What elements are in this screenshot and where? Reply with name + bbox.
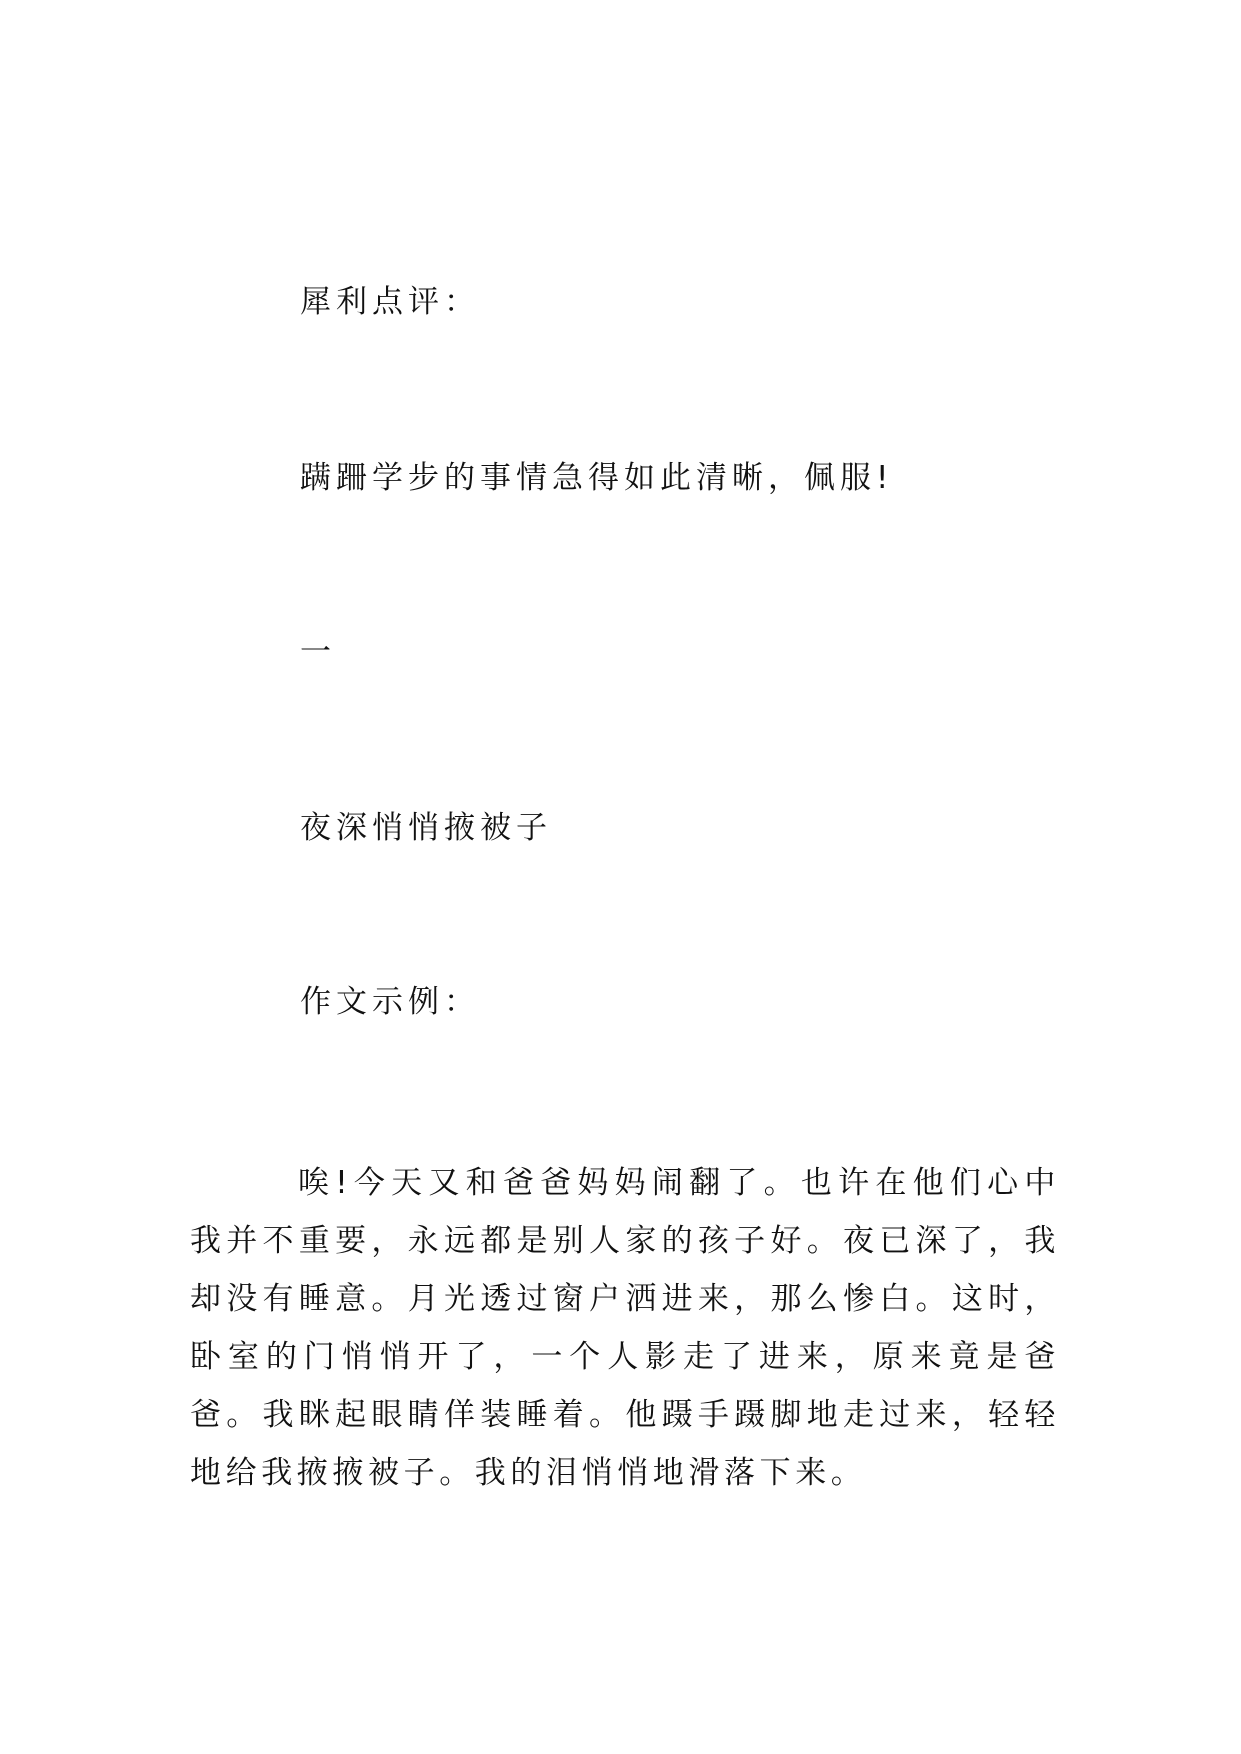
comment-text: 蹒跚学步的事情急得如此清晰，佩服! <box>300 460 894 496</box>
essay-paragraph: 唉!今天又和爸爸妈妈闹翻了。也许在他们心中我并不重要，永远都是别人家的孩子好。夜已深了，我却没有睡意。月光透过窗户洒进来，那么惨白。这时，卧室的门悄悄开了，一个人影走了进来，原来竟是爸爸。我眯起眼睛佯装睡着。他蹑手蹑脚地走过来，轻轻地给我掖掖被子。我的泪悄悄地滑落下来。 <box>190 1165 1060 1491</box>
section-number: 一 <box>300 634 336 670</box>
essay-title: 夜深悄悄掖被子 <box>300 810 552 846</box>
comment-heading: 犀利点评： <box>300 284 480 320</box>
example-heading: 作文示例： <box>300 984 480 1020</box>
